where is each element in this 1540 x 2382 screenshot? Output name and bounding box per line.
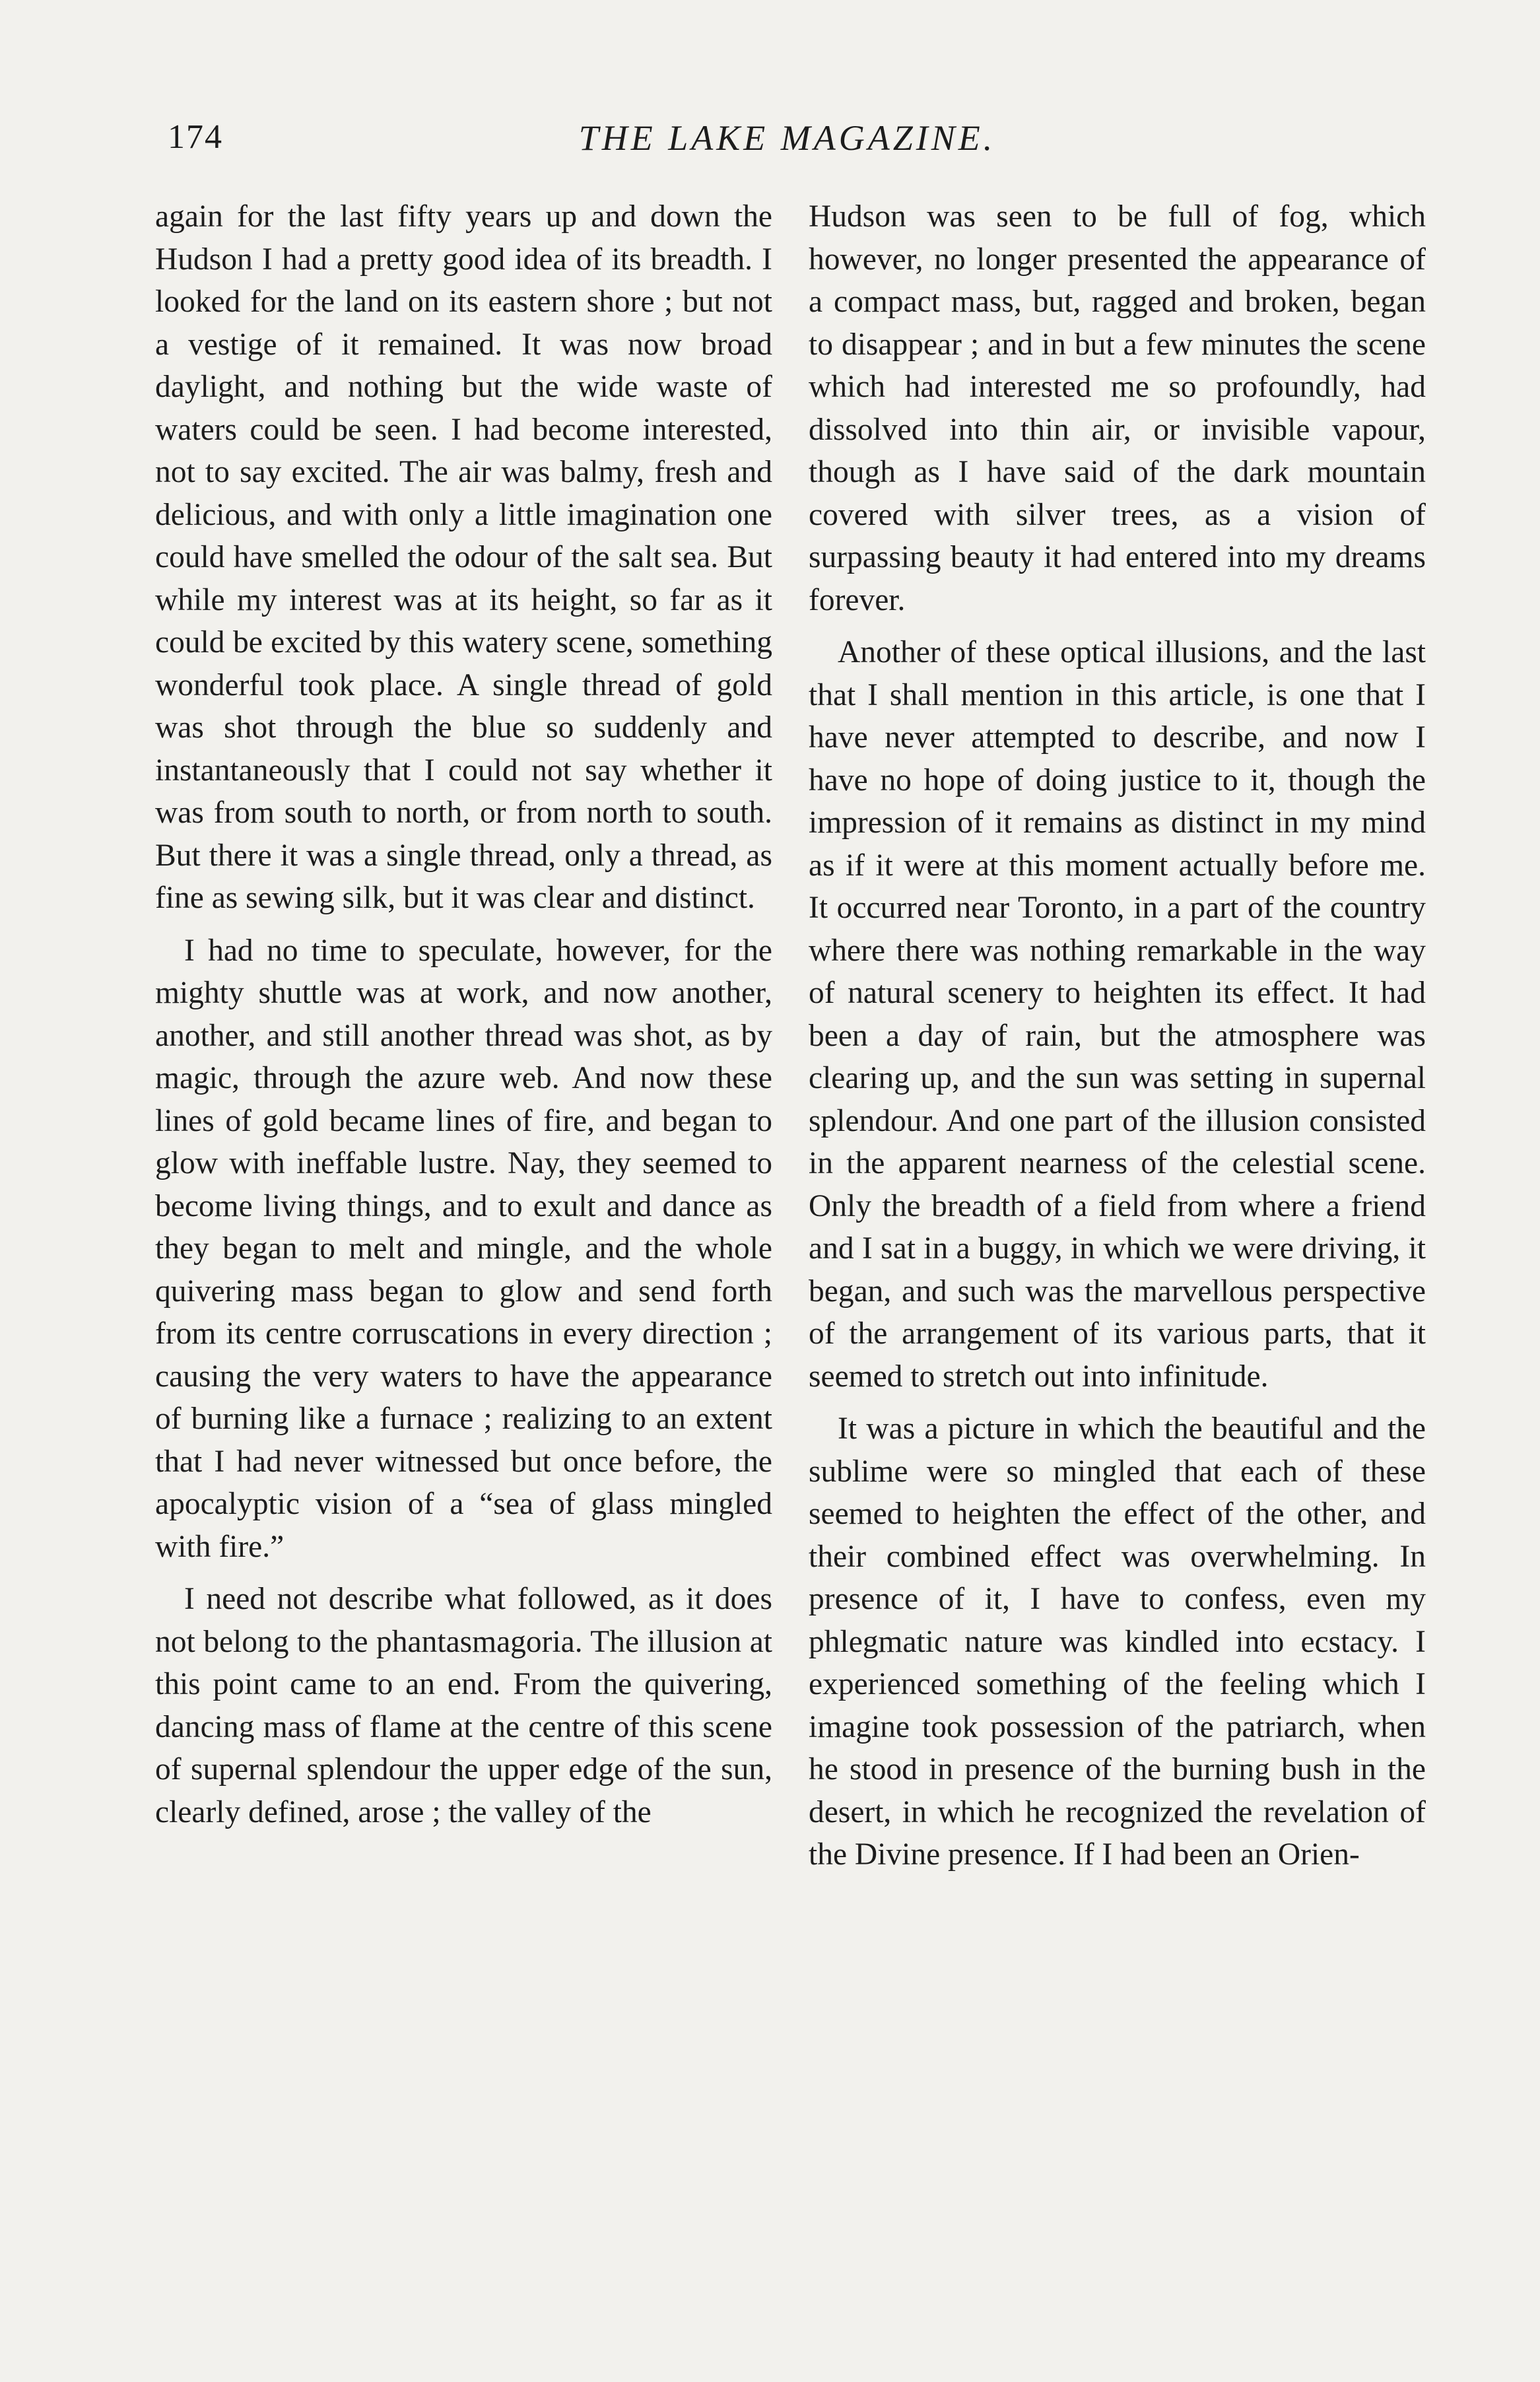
left-column [155,195,772,1843]
right-column [809,195,1426,1886]
journal-title: THE LAKE MAGAZINE. [578,118,996,158]
page-number: 174 [168,118,223,156]
paragraph: I need not describe what followed, as it does not belong to the phantasmagoria. The illusion at this point came to an end. From the quivering, dancing mass of flame at the centre of this scene of supernal splendour the upper edge of the sun, clearly defined, arose ; the valley of the [155,1582,772,1829]
paragraph: I had no time to speculate, however, for the mighty shuttle was at work, and now another, another, and still another thread was shot, as by magic, through the azure web. And now these lines of gold became lines of fire, and began to glow with ineffable lustre. Nay, they seemed to become living things, and to exult and dance as they began to melt and mingle, and the whole quivering mass began to glow and send forth from its centre corruscations in every direction ; causing the very waters to have the appearance of burning like a furnace ; realizing to an extent that I had never witnessed but once before, the apocalyptic vision of a “sea of glass mingled with fire.” [155,933,772,1564]
running-head [158,118,1416,170]
paragraph: It was a picture in which the beautiful and the sublime were so mingled that each of these seemed to heighten the effect of the other, and their combined effect was overwhelming. In presence of it, I have to confess, even my phlegmatic nature was kindled into ecstacy. I experienced something of the feeling which I imagine took possession of the patriarch, when he stood in presence of the burning bush in the desert, in which he recognized the revelation of the Divine presence. If I had been an Orien- [809,1412,1426,1872]
paragraph: again for the last fifty years up and down the Hudson I had a pretty good idea of its breadth. I looked for the land on its eastern shore ; but not a vestige of it remained. It was now broad daylight, and nothing but the wide waste of waters could be seen. I had become interested, not to say excited. The air was balmy, fresh and delicious, and with only a little imagination one could have smelled the odour of the salt sea. But while my interest was at its height, so far as it could be excited by this watery scene, something wonderful took place. A single thread of gold was shot through the blue so suddenly and instantaneously that I could not say whether it was from south to north, or from north to south. But there it was a single thread, only a thread, as fine as sewing silk, but it was clear and distinct. [155,199,772,915]
paragraph: Another of these optical illusions, and the last that I shall mention in this article, is one that I have never attempted to describe, and now I have no hope of doing justice to it, though the impression of it remains as distinct in my mind as if it were at this moment actually before me. It occurred near Toronto, in a part of the country where there was nothing remarkable in the way of natural scenery to heighten its effect. It had been a day of rain, but the atmosphere was clearing up, and the sun was setting in supernal splendour. And one part of the illusion consisted in the apparent nearness of the celestial scene. Only the breadth of a field from where a friend and I sat in a buggy, in which we were driving, it began, and such was the marvellous perspective of the arrangement of its various parts, that it seemed to stretch out into infinitude. [809,635,1426,1394]
paragraph: Hudson was seen to be full of fog, which however, no longer presented the appearance of a compact mass, but, ragged and broken, began to disappear ; and in but a few minutes the scene which had interested me so profoundly, had dissolved into thin air, or invisible vapour, though as I have said of the dark mountain covered with silver trees, as a vision of surpassing beauty it had entered into my dreams forever. [809,199,1426,617]
